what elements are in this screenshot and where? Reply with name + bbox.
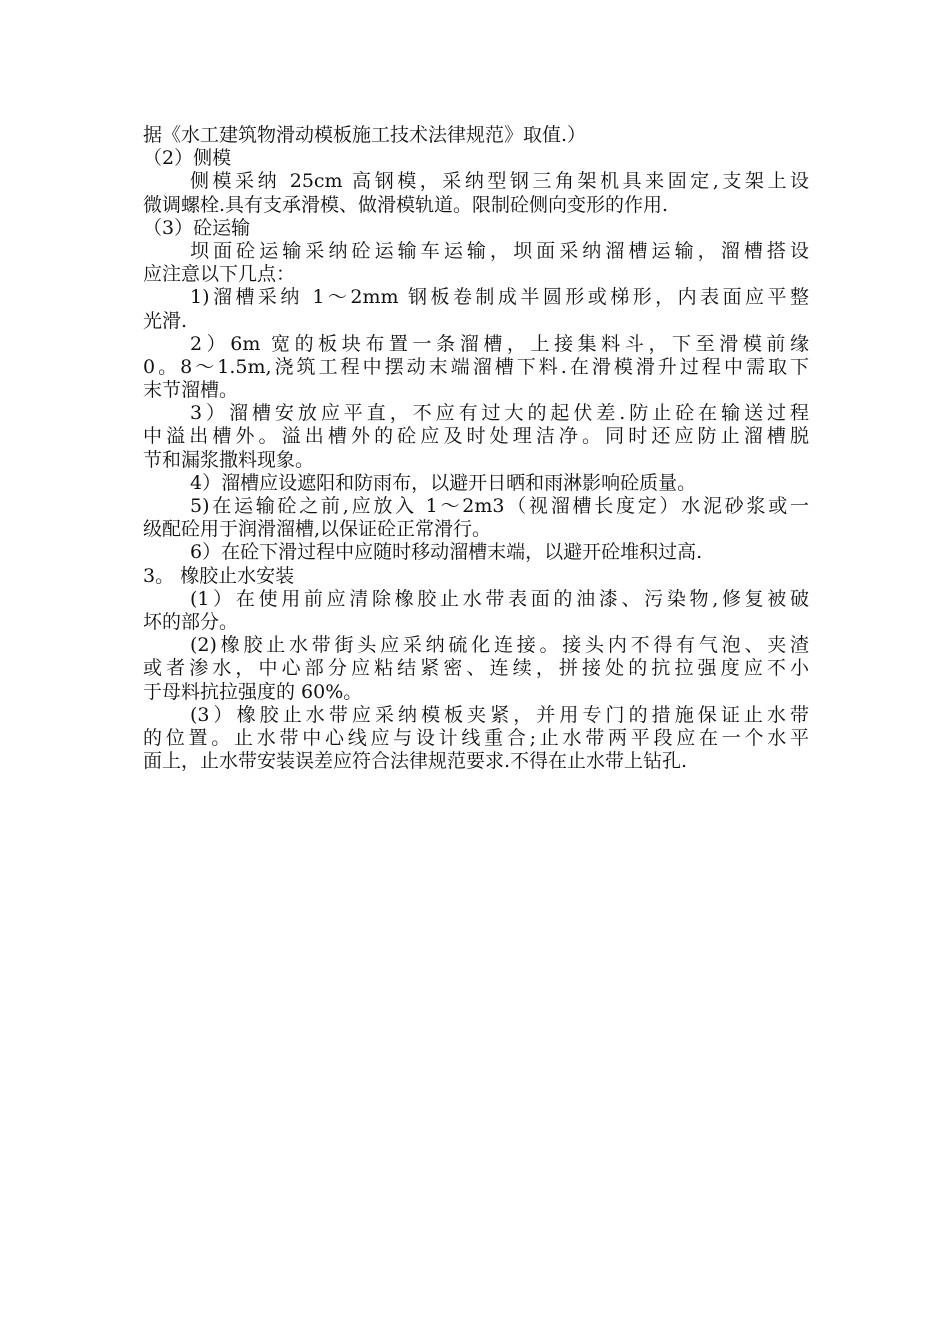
- text-line: 面上，止水带安装误差应符合法律规范要求.不得在止水带上钻孔.: [143, 750, 688, 773]
- text-line: 或者渗水，中心部分应粘结紧密、连续，拼接处的抗拉强度应不小: [143, 657, 809, 680]
- text-line: 级配砼用于润滑溜槽,以保证砼正常滑行。: [143, 518, 492, 541]
- text-line: (3）橡胶止水带应采纳模板夹紧，并用专门的措施保证止水带: [190, 703, 809, 726]
- text-line: 2）6m 宽的板块布置一条溜槽，上接集料斗，下至滑模前缘: [190, 332, 809, 355]
- text-line: 坏的部分。: [143, 610, 239, 633]
- document-page: [143, 124, 809, 773]
- text-line: 于母料抗拉强度的 60%。: [143, 680, 363, 703]
- text-line: (1）在使用前应清除橡胶止水带表面的油漆、污染物,修复被破: [190, 587, 809, 610]
- text-line: 末节溜槽。: [143, 379, 239, 402]
- text-line: 中溢出槽外。溢出槽外的砼应及时处理洁净。同时还应防止溜槽脱: [143, 425, 809, 448]
- text-line: 4）溜槽应设遮阳和防雨布，以避开日晒和雨淋影响砼质量。: [190, 471, 697, 494]
- text-line: 微调螺栓.具有支承滑模、做滑模轨道。限制砼侧向变形的作用.: [143, 193, 669, 216]
- text-line: 光滑.: [143, 309, 188, 332]
- text-line: 5)在运输砼之前,应放入 1～2m3（视溜槽长度定）水泥砂浆或一: [190, 495, 809, 517]
- text-line: 节和漏浆撒料现象。: [143, 448, 315, 471]
- text-line: 应注意以下几点：: [143, 263, 296, 286]
- text-line: 据《水工建筑物滑动模板施工技术法律规范》取值.）: [143, 124, 587, 146]
- text-line: 1)溜槽采纳 1～2mm 钢板卷制成半圆形或梯形，内表面应平整: [190, 286, 809, 309]
- text-line: 侧模采纳 25cm 高钢模，采纳型钢三角架机具来固定,支架上设: [190, 170, 809, 193]
- text-line: （3）砼运输: [143, 216, 251, 239]
- text-line: 3）溜槽安放应平直，不应有过大的起伏差.防止砼在输送过程: [190, 402, 809, 425]
- text-line: 3。 橡胶止水安装: [143, 564, 295, 587]
- text-line: （2）侧模: [143, 147, 232, 170]
- text-line: 坝面砼运输采纳砼运输车运输，坝面采纳溜槽运输，溜槽搭设: [190, 239, 809, 262]
- text-line: 6）在砼下滑过程中应随时移动溜槽末端，以避开砼堆积过高.: [190, 541, 703, 564]
- text-line: 的位置。止水带中心线应与设计线重合;止水带两平段应在一个水平: [143, 726, 809, 749]
- text-line: 0。8～1.5m,浇筑工程中摆动末端溜槽下料.在滑模滑升过程中需取下: [143, 355, 809, 378]
- text-line: (2)橡胶止水带街头应采纳硫化连接。接头内不得有气泡、夹渣: [190, 634, 809, 657]
